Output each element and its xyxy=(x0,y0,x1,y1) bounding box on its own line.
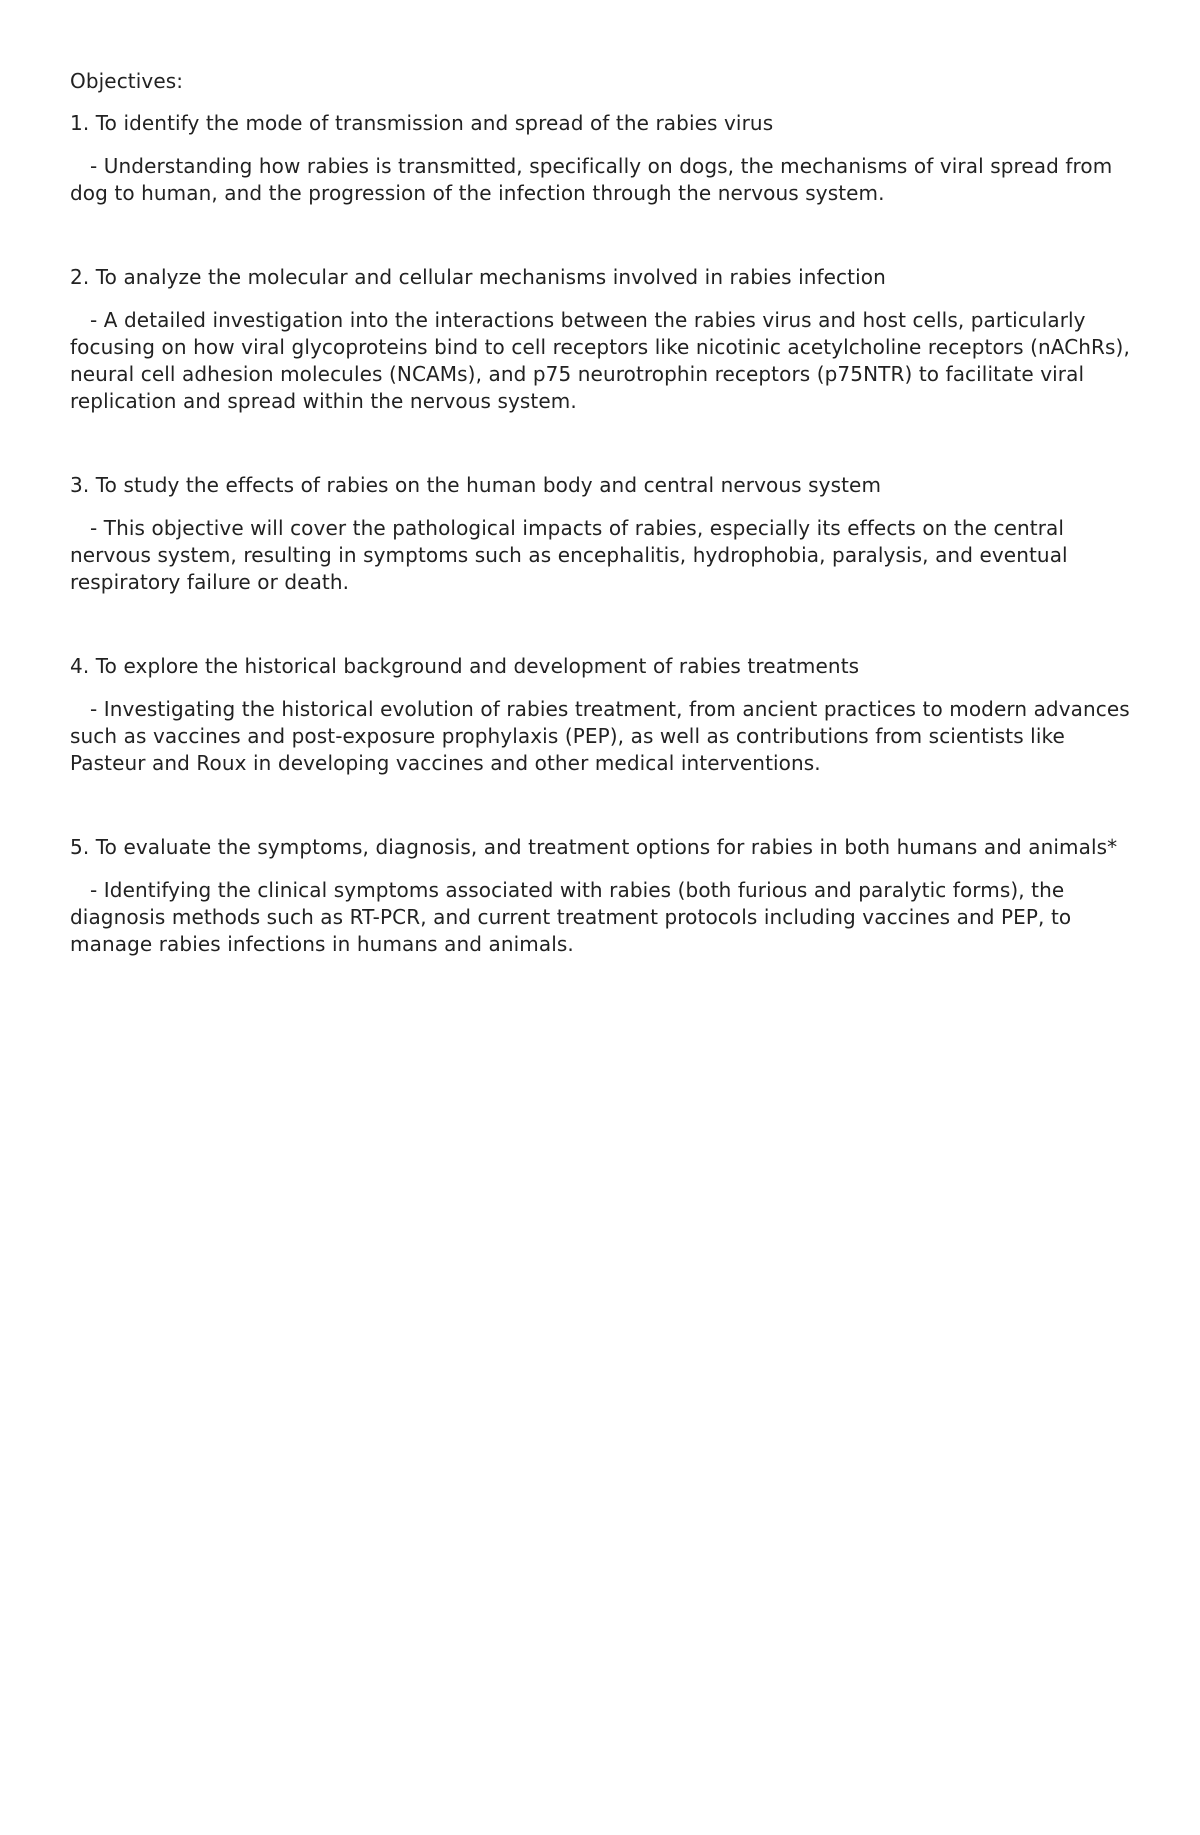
objective-detail: - A detailed investigation into the interactions between the rabies virus and host cells, particularly focusing on how viral glycoproteins bind to cell receptors like nicotinic acetylcholine receptors (nAChRs), neural cell adhesion molecules (NCAMs), and p75 neurotrophin receptors (p75NTR) to facilitate viral replication and spread within the nervous system. xyxy=(70,308,1130,413)
objective-item-4 xyxy=(70,653,1140,777)
objective-title: 2. To analyze the molecular and cellular mechanisms involved in rabies infection xyxy=(70,265,886,289)
objective-detail: - Identifying the clinical symptoms associated with rabies (both furious and paralytic forms), the diagnosis methods such as RT-PCR, and current treatment protocols including vaccines and PEP, to manage rabies infections in humans and animals. xyxy=(70,878,1072,956)
objective-item-1 xyxy=(70,110,1140,207)
objective-item-3 xyxy=(70,472,1140,596)
objective-title: 5. To evaluate the symptoms, diagnosis, and treatment options for rabies in both humans and animals* xyxy=(70,835,1118,859)
objective-detail: - Understanding how rabies is transmitted, specifically on dogs, the mechanisms of viral spread from dog to human, and the progression of the infection through the nervous system. xyxy=(70,154,1113,205)
objective-title: 4. To explore the historical background and development of rabies treatments xyxy=(70,654,860,678)
objective-item-2 xyxy=(70,264,1140,415)
objective-detail: - This objective will cover the pathological impacts of rabies, especially its effects on the central nervous system, resulting in symptoms such as encephalitis, hydrophobia, paralysis, and eventual respiratory failure or death. xyxy=(70,516,1068,594)
objectives-heading: Objectives: xyxy=(70,69,184,93)
objective-title: 1. To identify the mode of transmission and spread of the rabies virus xyxy=(70,111,774,135)
objective-detail: - Investigating the historical evolution of rabies treatment, from ancient practices to modern advances such as vaccines and post-exposure prophylaxis (PEP), as well as contributions from scientists like Pasteur and Roux in developing vaccines and other medical interventions. xyxy=(70,697,1130,775)
objective-title: 3. To study the effects of rabies on the human body and central nervous system xyxy=(70,473,882,497)
objective-item-5 xyxy=(70,834,1140,958)
document-page xyxy=(70,68,1140,1015)
